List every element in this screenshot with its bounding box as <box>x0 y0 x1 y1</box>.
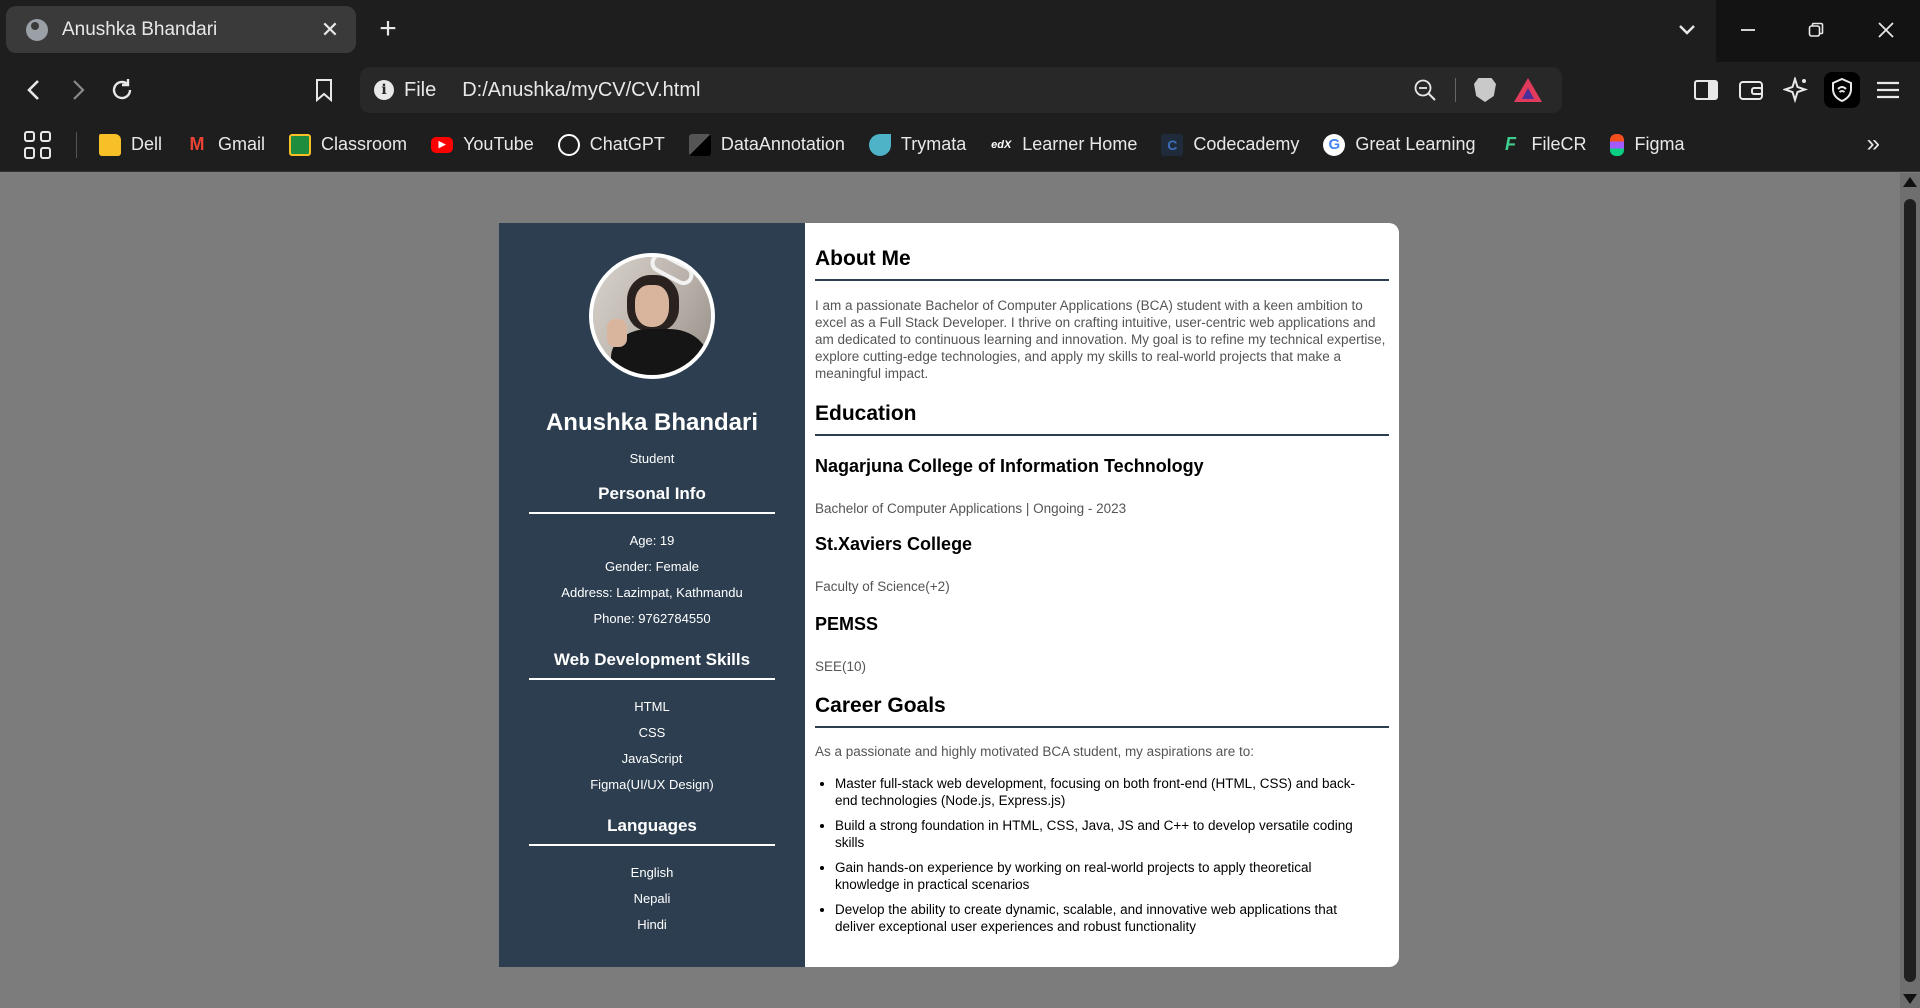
skills-list <box>499 694 805 798</box>
bookmark-label: Great Learning <box>1355 134 1476 154</box>
apps-grid-icon[interactable] <box>24 131 52 159</box>
bookmark-youtube[interactable] <box>431 134 534 155</box>
minimize-icon <box>1740 22 1756 38</box>
browser-tab[interactable] <box>6 6 356 53</box>
sidebar-icon <box>1693 79 1719 101</box>
google-icon: G <box>1323 134 1345 156</box>
shield-icon <box>1830 77 1854 103</box>
bookmark-codecademy[interactable] <box>1161 134 1299 156</box>
info-icon[interactable]: i <box>374 80 394 100</box>
about-heading: About Me <box>815 247 1389 281</box>
personal-info-item: Gender: Female <box>605 559 699 574</box>
forward-button[interactable] <box>60 72 96 108</box>
bookmark-icon <box>314 78 334 102</box>
back-button[interactable] <box>16 72 52 108</box>
bookmark-chatgpt[interactable] <box>558 134 665 156</box>
dataannotation-icon <box>689 134 711 156</box>
bookmark-label: YouTube <box>463 134 534 154</box>
career-goal-item: • Master full-stack web development, focusing on both front-end (HTML, CSS) and back-end technologies (Node.js, Express.js) <box>835 775 1389 809</box>
vpn-button[interactable] <box>1824 72 1860 108</box>
career-goal-item: • Gain hands-on experience by working on real-world projects to apply theoretical knowledge in practical scenarios <box>835 859 1389 893</box>
bookmarks-overflow-button[interactable]: » <box>1866 130 1880 157</box>
page-scrollbar[interactable] <box>1900 173 1920 1008</box>
education-school: Nagarjuna College of Information Technology <box>815 456 1204 476</box>
reload-icon <box>109 77 135 103</box>
brave-shields-icon[interactable] <box>1474 78 1496 102</box>
scroll-up-arrow[interactable] <box>1903 177 1917 187</box>
chatgpt-icon <box>558 134 580 156</box>
skills-heading: Web Development Skills <box>529 650 775 680</box>
folder-icon <box>99 134 121 156</box>
profile-role: Student <box>629 451 675 466</box>
tab-search-button[interactable] <box>1665 10 1709 50</box>
globe-icon <box>26 19 48 41</box>
gmail-icon: M <box>189 134 205 154</box>
personal-info-list <box>499 528 805 632</box>
bookmark-label: Learner Home <box>1022 134 1138 154</box>
bookmark-page-button[interactable] <box>306 72 342 108</box>
about-text: I am a passionate Bachelor of Computer Applications (BCA) student with a keen ambition to excel as a Full Stack Developer. I thrive on crafting intuitive, user-centric web applications and am dedicated to continuous learning and innovation. My goal is to refine my technical expertise, explore cutting-edge technologies, and apply my skills to real-world projects that make a meaningful impact. <box>815 298 1386 381</box>
codecademy-icon: C <box>1161 134 1183 156</box>
arrow-right-icon <box>68 79 88 101</box>
url-separator <box>1455 78 1456 102</box>
scroll-down-arrow[interactable] <box>1903 994 1917 1004</box>
education-detail: Bachelor of Computer Applications | Ongoing - 2023 <box>815 501 1127 516</box>
figma-icon <box>1610 134 1624 156</box>
restore-button[interactable] <box>1794 10 1838 50</box>
personal-info-item: Address: Lazimpat, Kathmandu <box>561 585 743 600</box>
restore-icon <box>1808 22 1824 38</box>
toolbar <box>0 62 1920 118</box>
bookmark-filecr[interactable] <box>1499 134 1586 156</box>
bookmark-label: Gmail <box>218 134 266 154</box>
leo-ai-button[interactable] <box>1778 72 1814 108</box>
minimize-button[interactable] <box>1726 10 1770 50</box>
career-goals-intro: As a passionate and highly motivated BCA student, my aspirations are to: <box>815 744 1254 759</box>
career-goal-item: • Build a strong foundation in HTML, CSS, Java, JS and C++ to develop versatile coding skills <box>835 817 1389 851</box>
wallet-button[interactable] <box>1733 72 1769 108</box>
cv-main <box>805 223 1399 967</box>
scroll-thumb[interactable] <box>1904 199 1916 982</box>
address-bar[interactable] <box>360 67 1562 113</box>
bookmark-label: Codecademy <box>1193 134 1300 154</box>
new-tab-button[interactable]: + <box>379 12 397 45</box>
career-goals-heading: Career Goals <box>815 694 1389 728</box>
bookmarks-bar <box>0 118 1920 172</box>
education-school: St.Xaviers College <box>815 534 973 554</box>
close-icon <box>1878 22 1894 38</box>
sidebar-button[interactable] <box>1688 72 1724 108</box>
bookmarks-separator <box>76 132 77 158</box>
education-detail: SEE(10) <box>815 659 867 674</box>
wallet-icon <box>1738 79 1764 101</box>
bookmark-dell[interactable] <box>99 134 162 156</box>
bookmark-great-learning[interactable] <box>1323 134 1475 156</box>
menu-button[interactable] <box>1870 72 1906 108</box>
edx-icon: edX <box>991 138 1012 151</box>
cv-sidebar <box>499 223 805 967</box>
profile-name: Anushka Bhandari <box>545 409 759 436</box>
education-school: PEMSS <box>815 614 879 634</box>
bookmark-label: Classroom <box>321 134 408 154</box>
cv-card <box>499 223 1399 967</box>
reload-button[interactable] <box>104 72 140 108</box>
profile-photo <box>589 253 715 379</box>
languages-heading: Languages <box>529 816 775 846</box>
url-scheme: File <box>404 78 437 101</box>
trymata-icon <box>869 134 891 156</box>
personal-info-heading: Personal Info <box>529 484 775 514</box>
hamburger-menu-icon <box>1875 79 1901 101</box>
brave-rewards-icon[interactable] <box>1514 78 1542 102</box>
zoom-out-icon[interactable] <box>1413 78 1437 102</box>
skill-item: JavaScript <box>621 751 683 766</box>
skill-item: HTML <box>634 699 670 714</box>
bookmark-label: Trymata <box>900 134 967 154</box>
bookmark-label: FileCR <box>1531 134 1587 154</box>
languages-list <box>499 860 805 938</box>
language-item: English <box>630 865 674 880</box>
career-goals-list <box>815 775 1389 935</box>
bookmark-classroom[interactable] <box>289 134 407 156</box>
youtube-icon: ▶ <box>431 137 453 153</box>
tab-close-button[interactable]: ✕ <box>320 16 340 42</box>
sparkle-icon <box>1783 77 1809 103</box>
bookmark-label: Dell <box>131 134 163 154</box>
tab-title: Anushka Bhandari <box>62 18 218 40</box>
chevron-down-icon <box>1678 24 1696 36</box>
skill-item: CSS <box>638 725 666 740</box>
personal-info-item: Age: 19 <box>629 533 675 548</box>
language-item: Nepali <box>633 891 671 906</box>
classroom-icon <box>289 134 311 156</box>
bookmark-learner-home[interactable] <box>990 134 1137 156</box>
bookmark-label: ChatGPT <box>589 134 665 154</box>
arrow-left-icon <box>24 79 44 101</box>
personal-info-item: Phone: 9762784550 <box>593 611 711 626</box>
education-heading: Education <box>815 402 1389 436</box>
url-text[interactable]: D:/Anushka/myCV/CV.html <box>462 78 701 101</box>
bookmark-trymata[interactable] <box>869 134 966 156</box>
career-goal-item: • Develop the ability to create dynamic, scalable, and innovative web applications that deliver exceptional user experiences and robust functionality <box>835 901 1389 935</box>
title-bar <box>0 0 1920 62</box>
bookmark-label: Figma <box>1634 134 1685 154</box>
skill-item: Figma(UI/UX Design) <box>590 777 714 792</box>
close-window-button[interactable] <box>1864 10 1908 50</box>
bookmark-dataannotation[interactable] <box>689 134 845 156</box>
bookmark-label: DataAnnotation <box>720 134 845 154</box>
language-item: Hindi <box>637 917 667 932</box>
bookmark-gmail[interactable] <box>186 134 265 156</box>
filecr-icon: F <box>1504 134 1516 154</box>
bookmark-figma[interactable] <box>1610 134 1684 156</box>
education-detail: Faculty of Science(+2) <box>815 579 950 594</box>
